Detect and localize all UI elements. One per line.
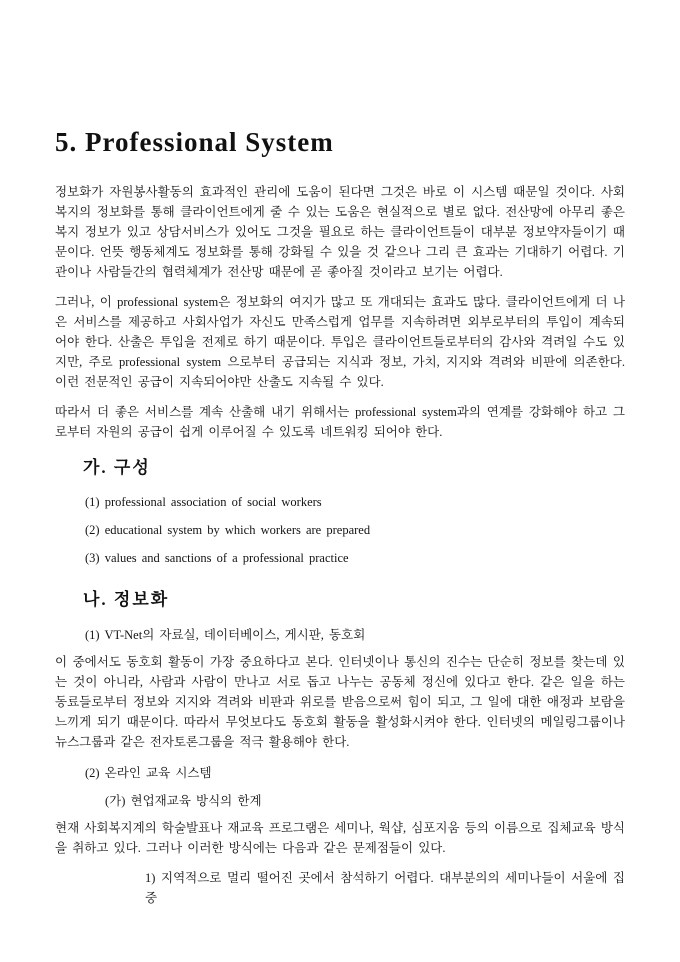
list-item-values-sanctions: (3) values and sanctions of a professional practice bbox=[85, 551, 349, 565]
paragraph-intro-3: 따라서 더 좋은 서비스를 계속 산출해 내기 위해서는 professional system과의 연계를 강화해야 하고 그로부터 자원의 공급이 쉽게 이루어질 수 있도록 네트워킹 되어야 한다. bbox=[55, 405, 625, 439]
subsection-label-vtnet: (1) VT-Net의 자료실, 데이터베이스, 게시판, 동호회 bbox=[85, 628, 366, 642]
subsection-label-online-education: (2) 온라인 교육 시스템 bbox=[85, 766, 212, 780]
list-item-professional-association: (1) professional association of social workers bbox=[85, 495, 322, 509]
subsection-label-retraining-limits: (가) 현업재교육 방식의 한계 bbox=[105, 794, 262, 808]
section-heading-na-informatization: 나. 정보화 bbox=[83, 590, 170, 609]
paragraph-intro-2: 그러나, 이 professional system은 정보화의 여지가 많고 또 개대되는 효과도 많다. 클라이언트에게 더 나은 서비스를 제공하고 사회사업가 자신도 만족스럽게 업무를 지속하려면 외부로부터의 투입이 계속되어야 한다. 산출은 투입을 전제로 하기 때문이다. 투입은 클라이언트들로부터의 감사와 격려일 수도 있지만, 주로 professional system 으로부터 공급되는 지식과 정보, 가치, 지지와 격려와 비판에 의존한다. 이런 전문적인 공급이 지속되어야만 산출도 지속될 수 있다. bbox=[55, 295, 625, 389]
list-item-educational-system: (2) educational system by which workers are prepared bbox=[85, 523, 371, 537]
numbered-item-regional-difficulty: 1) 지역적으로 멀리 떨어진 곳에서 참석하기 어렵다. 대부분의의 세미나들이 서울에 집중 bbox=[145, 871, 625, 905]
paragraph-community-activity: 이 중에서도 동호회 활동이 가장 중요하다고 본다. 인터넷이나 통신의 진수는 단순히 정보를 찾는데 있는 것이 아니라, 사람과 사람이 만나고 서로 돕고 나누는 공동체 정신에 있다고 한다. 같은 일을 하는 동료들로부터 정보와 지지와 격려와 비판과 위로를 받음으로써 힘이 되고, 그 일에 대한 애정과 보람을 느끼게 되기 때문이다. 따라서 무엇보다도 동호회 활동을 활성화시켜야 한다. 인터넷의 메일링그룹이나 뉴스그룹과 같은 전자토론그룹을 적극 활용해야 한다. bbox=[55, 655, 625, 749]
section-heading-ga-composition: 가. 구성 bbox=[83, 458, 151, 477]
composition-list bbox=[55, 494, 625, 566]
page-title: 5. Professional System bbox=[55, 127, 334, 157]
paragraph-intro-1: 정보화가 자원봉사활동의 효과적인 관리에 도움이 된다면 그것은 바로 이 시스템 때문일 것이다. 사회복지의 정보화를 통해 클라이언트에게 줄 수 있는 도움은 현실적으로 별로 없다. 전산망에 아무리 좋은 복지 정보가 있고 상담서비스가 있어도 그것을 필요로 하는 클라이언트들이 대부분 정보약자들이기 때문이다. 언뜻 행동체계도 정보화를 통해 강화될 수 있을 것 같으나 그리 큰 효과는 기대하기 어렵다. 기관이나 사람들간의 협력체계가 전산망 때문에 곧 좋아질 것이라고 보기는 어렵다. bbox=[55, 185, 625, 279]
paragraph-retraining-programs: 현재 사회복지계의 학술발표나 재교육 프로그램은 세미나, 웍샵, 심포지움 등의 이름으로 집체교육 방식을 취하고 있다. 그러나 이러한 방식에는 다음과 같은 문제점들이 있다. bbox=[55, 821, 625, 855]
